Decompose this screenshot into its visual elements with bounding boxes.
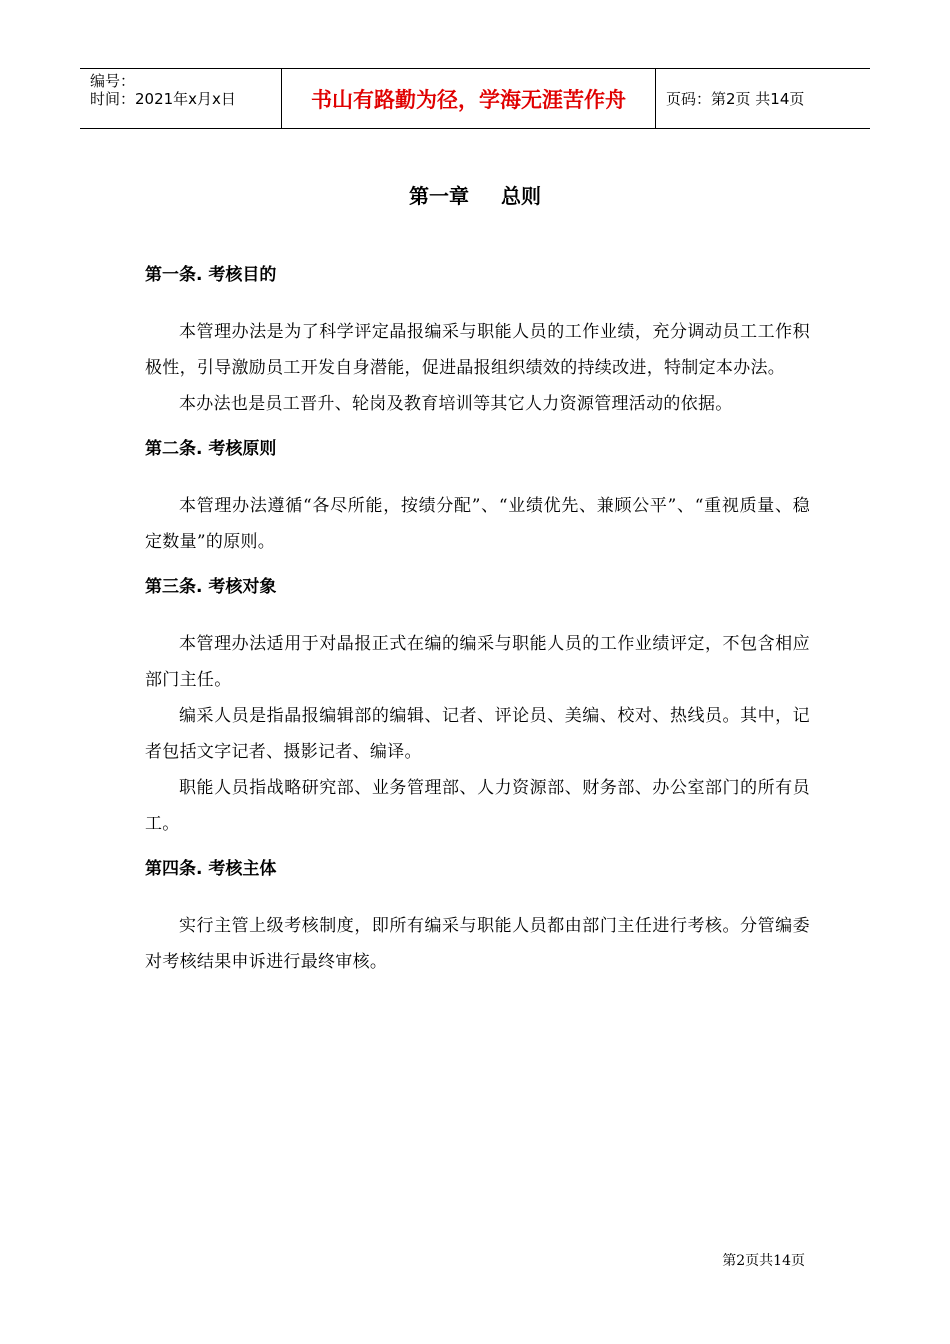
paragraph: 职能人员指战略研究部、业务管理部、人力资源部、财务部、办公室部门的所有员工。 xyxy=(145,778,810,834)
chapter-number: 第一章 xyxy=(409,184,469,208)
article-3 xyxy=(145,574,810,842)
article-title: 第二条. 考核原则 xyxy=(145,439,277,459)
paragraph: 本管理办法是为了科学评定晶报编采与职能人员的工作业绩，充分调动员工工作积极性，引导激励员工开发自身潜能，促进晶报组织绩效的持续改进，特制定本办法。 xyxy=(145,322,810,378)
article-title: 第一条. 考核目的 xyxy=(145,265,277,285)
header-motto: 书山有路勤为径，学海无涯苦作舟 xyxy=(282,69,656,128)
document-body xyxy=(145,262,810,994)
paragraph: 本办法也是员工晋升、轮岗及教育培训等其它人力资源管理活动的依据。 xyxy=(179,394,733,414)
article-title: 第三条. 考核对象 xyxy=(145,577,277,597)
paragraph: 编采人员是指晶报编辑部的编辑、记者、评论员、美编、校对、热线员。其中，记者包括文字记者、摄影记者、编译。 xyxy=(145,706,810,762)
document-number-label: 编号： xyxy=(90,72,136,90)
header-page-info: 页码：第2页 共14页 xyxy=(666,90,805,108)
document-time: 时间：2021年x月x日 xyxy=(90,90,236,108)
page-footer: 第2页共14页 xyxy=(722,1253,805,1269)
chapter-title: 总则 xyxy=(501,184,541,208)
chapter-heading xyxy=(0,180,950,209)
article-4 xyxy=(145,856,810,980)
paragraph: 本管理办法遵循“各尽所能，按绩分配”、“业绩优先、兼顾公平”、“重视质量、稳定数量”的原则。 xyxy=(145,496,810,552)
article-1 xyxy=(145,262,810,422)
paragraph: 本管理办法适用于对晶报正式在编的编采与职能人员的工作业绩评定，不包含相应部门主任。 xyxy=(145,634,810,690)
paragraph: 实行主管上级考核制度，即所有编采与职能人员都由部门主任进行考核。分管编委对考核结果申诉进行最终审核。 xyxy=(145,916,810,972)
article-title: 第四条. 考核主体 xyxy=(145,859,277,879)
page-header xyxy=(80,68,870,129)
article-2 xyxy=(145,436,810,560)
header-meta xyxy=(80,69,282,128)
